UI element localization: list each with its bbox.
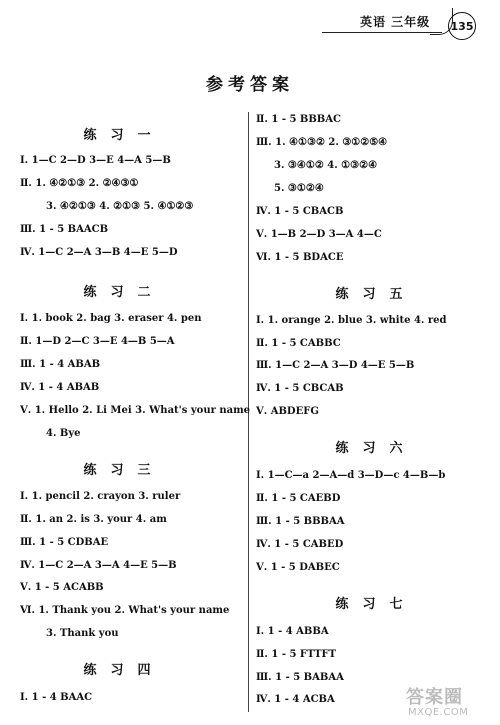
- answer-line: Ⅳ. 1 - 5 CABED: [256, 539, 344, 550]
- answer-line: Ⅴ. 1—B 2—D 3—A 4—C: [256, 229, 382, 240]
- answer-line: 5. ③①②④: [274, 183, 324, 194]
- answer-line: Ⅴ. 1. Hello 2. Li Mei 3. What's your name: [20, 405, 251, 416]
- answer-line: Ⅱ. 1 - 5 FTTFT: [256, 649, 337, 660]
- answer-line: Ⅱ. 1. ④②①③ 2. ②④③①: [20, 178, 139, 189]
- answer-line: Ⅳ. 1 - 4 ACBA: [256, 694, 335, 705]
- header-rule: [322, 32, 442, 33]
- answer-line: Ⅳ. 1—C 2—A 3—B 4—E 5—D: [20, 247, 178, 258]
- answer-line: Ⅵ. 1 - 5 BDACE: [256, 252, 344, 263]
- answer-line: Ⅳ. 1 - 5 CBACB: [256, 206, 344, 217]
- answer-line: Ⅲ. 1—C 2—A 3—D 4—E 5—B: [256, 360, 415, 371]
- section-title-2: 练习二: [83, 285, 165, 300]
- answer-line: Ⅲ. 1 - 5 CDBAE: [20, 537, 109, 548]
- answer-line: Ⅱ. 1—D 2—C 3—E 4—B 5—A: [20, 336, 175, 347]
- watermark-main: 答案圈: [406, 687, 463, 708]
- answer-line: Ⅳ. 1—C 2—A 3—A 4—E 5—B: [20, 560, 177, 571]
- section-title-3: 练习三: [83, 463, 165, 478]
- section-title-1: 练习一: [83, 128, 165, 143]
- answer-line: Ⅴ. 1 - 5 DABEC: [256, 562, 340, 573]
- section-title-4: 练习四: [83, 663, 165, 678]
- answer-line: Ⅰ. 1. orange 2. blue 3. white 4. red: [256, 315, 447, 326]
- section-title-7: 练习七: [335, 597, 417, 612]
- section-title-5: 练习五: [335, 287, 417, 302]
- answer-line: Ⅴ. 1 - 5 ACABB: [20, 582, 104, 593]
- answer-line: Ⅲ. 1. ④①③② 2. ③①②⑤④: [256, 137, 388, 148]
- answer-line: Ⅰ. 1. book 2. bag 3. eraser 4. pen: [20, 313, 202, 324]
- page-title: 参考答案: [206, 75, 294, 95]
- subject-grade-label: 英语 三年级: [360, 15, 431, 29]
- answer-line: Ⅱ. 1 - 5 BBBAC: [256, 114, 341, 125]
- answer-line: Ⅰ. 1 - 4 BAAC: [20, 692, 93, 703]
- answer-line: Ⅵ. 1. Thank you 2. What's your name: [20, 605, 230, 616]
- watermark-url: MXQE.COM: [408, 707, 469, 718]
- section-title-6: 练习六: [335, 441, 417, 456]
- answer-line: 3. ④②①③ 4. ②①③ 5. ④①②③: [46, 201, 194, 212]
- answer-line: Ⅲ. 1 - 5 BAACB: [20, 224, 109, 235]
- answer-line: Ⅲ. 1 - 5 BABAA: [256, 672, 344, 683]
- answer-line: Ⅲ. 1 - 5 BBBAA: [256, 516, 345, 527]
- page-number: 135: [448, 12, 476, 40]
- answer-line: Ⅰ. 1 - 4 ABBA: [256, 626, 329, 637]
- answer-line: Ⅱ. 1 - 5 CABBC: [256, 338, 341, 349]
- answer-line: Ⅴ. ABDEFG: [256, 406, 319, 417]
- answer-line: Ⅱ. 1. an 2. is 3. your 4. am: [20, 514, 167, 525]
- answer-line: Ⅰ. 1—C—a 2—A—d 3—D—c 4—B—b: [256, 470, 446, 481]
- answer-line: Ⅳ. 1 - 5 CBCAB: [256, 383, 344, 394]
- answer-line: Ⅲ. 1 - 4 ABAB: [20, 359, 101, 370]
- answer-line: Ⅰ. 1—C 2—D 3—E 4—A 5—B: [20, 155, 171, 166]
- answer-line: Ⅳ. 1 - 4 ABAB: [20, 382, 100, 393]
- answer-line: 3. Thank you: [46, 628, 119, 639]
- watermark: [404, 683, 496, 721]
- answer-line: Ⅰ. 1. pencil 2. crayon 3. ruler: [20, 491, 181, 502]
- answer-line: Ⅱ. 1 - 5 CAEBD: [256, 493, 341, 504]
- answer-line: 3. ③④①② 4. ①③②④: [274, 160, 378, 171]
- answer-line: 4. Bye: [46, 428, 81, 439]
